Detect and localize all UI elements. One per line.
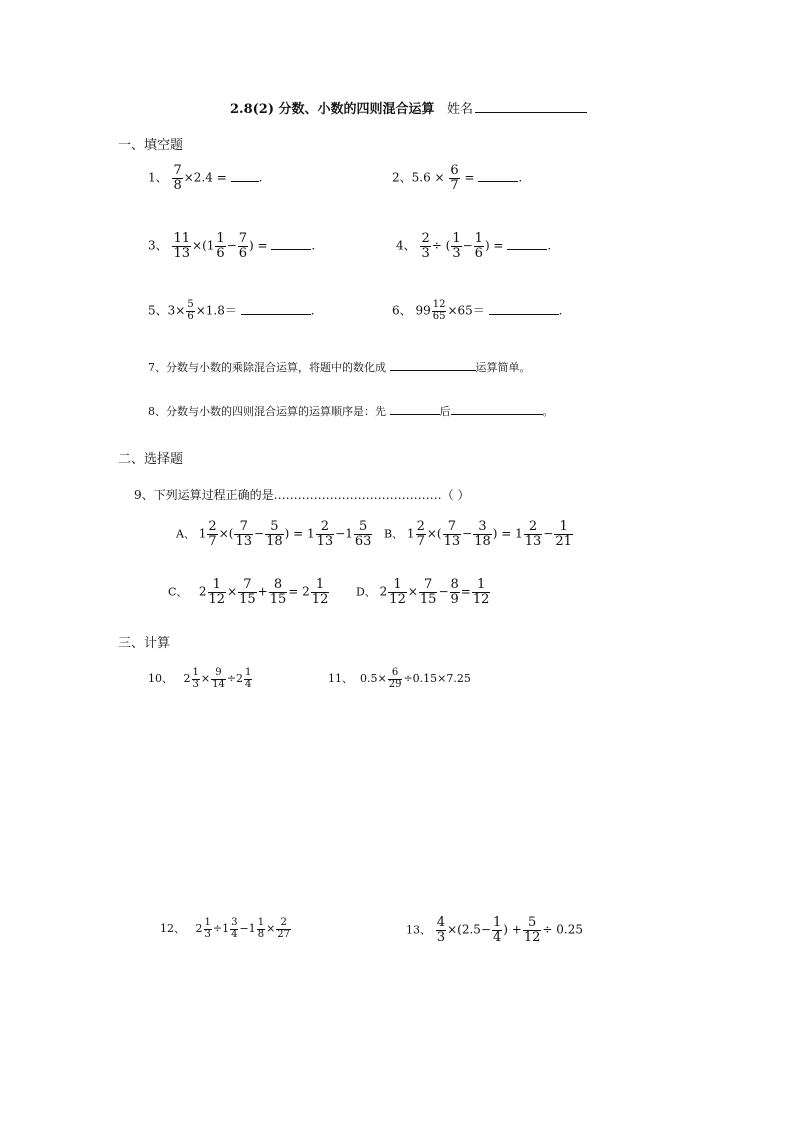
section-calc-heading: 三、计算: [118, 636, 171, 651]
fraction: $\frac{1}{12}$: [389, 577, 406, 607]
fraction: $\frac{8}{9}$: [450, 577, 459, 607]
option-d: D、 2 $\frac{1}{12}$ × $\frac{7}{15}$ − $\frac{8}{9}$ = $\frac{1}{12}$: [356, 577, 490, 607]
fraction: $\frac{7}{6}$: [238, 231, 248, 261]
option-c: C、 2 $\frac{1}{12}$ × $\frac{7}{15}$ + $\frac{8}{15}$ = 2 $\frac{1}{12}$: [168, 577, 329, 607]
fraction: $\frac{1}{12}$: [208, 577, 226, 607]
answer-blank: [231, 180, 259, 182]
fraction: $\frac{1}{3}$: [204, 917, 211, 940]
option-a: A、 1 $\frac{2}{7}$ ×( $\frac{7}{13}$ − $\frac{5}{18}$ ) = 1 $\frac{2}{13}$ −1 $\frac{5}{63}$: [176, 519, 372, 549]
fraction: $\frac{2}{7}$: [416, 519, 425, 549]
fraction: $\frac{3}{18}$: [474, 519, 491, 549]
question-13: 13、 $\frac{4}{3}$ ×(2.5− $\frac{1}{4}$ ) + $\frac{5}{12}$ ÷ 0.25: [406, 915, 583, 945]
question-8: 8、分数与小数的四则混合运算的运算顺序是：先 后 。: [148, 405, 554, 418]
fraction: $\frac{5}{6}$: [187, 299, 194, 322]
option-b: B、 1 $\frac{2}{7}$ ×( $\frac{7}{13}$ − $\frac{3}{18}$ ) = 1 $\frac{2}{13}$ − $\frac{1}{21}$: [384, 519, 572, 549]
fraction: $\frac{1}{4}$: [492, 915, 502, 945]
fraction: $\frac{2}{27}$: [277, 917, 291, 940]
question-12: 12、 2 $\frac{1}{3}$ ÷1 $\frac{3}{4}$ −1 $\frac{1}{8}$ × $\frac{2}{27}$: [160, 917, 291, 940]
fraction: $\frac{1}{6}$: [216, 231, 225, 261]
question-9: 9、下列运算过程正确的是……………………………………（ ）: [134, 488, 470, 502]
fraction: $\frac{1}{6}$: [474, 231, 483, 261]
fraction: $\frac{5}{18}$: [266, 519, 283, 549]
answer-blank: [478, 180, 518, 182]
fraction: $\frac{4}{3}$: [436, 915, 446, 945]
fraction: $\frac{6}{29}$: [388, 667, 402, 690]
question-3: 3、 $\frac{11}{13}$ ×(1 $\frac{1}{6}$ − $\frac{7}{6}$ ) = .: [148, 231, 316, 261]
name-label: 姓名: [447, 102, 474, 117]
fraction: $\frac{7}{13}$: [235, 519, 252, 549]
answer-blank: [271, 248, 311, 250]
fraction: $\frac{1}{12}$: [472, 577, 490, 607]
fraction: $\frac{8}{15}$: [269, 577, 287, 607]
fraction: $\frac{5}{63}$: [354, 519, 372, 549]
fraction: $\frac{7}{15}$: [239, 577, 256, 607]
fraction: $\frac{1}{8}$: [257, 917, 265, 940]
fraction: $\frac{3}{4}$: [231, 917, 238, 940]
fraction: $\frac{1}{21}$: [555, 519, 572, 549]
question-1: 1、 $\frac{7}{8}$ ×2.4 = .: [148, 163, 263, 193]
answer-blank: [489, 313, 559, 315]
title-text: 2.8(2) 分数、小数的四则混合运算: [230, 102, 435, 117]
fraction: $\frac{1}{3}$: [452, 231, 461, 261]
fraction: $\frac{7}{15}$: [419, 577, 437, 607]
fraction: $\frac{7}{8}$: [173, 163, 182, 193]
question-6: 6、 99 $\frac{12}{65}$ ×65＝ .: [392, 299, 563, 322]
fraction: $\frac{12}{65}$: [432, 299, 446, 322]
question-4: 4、 $\frac{2}{3}$ ÷ ( $\frac{1}{3}$ − $\frac{1}{6}$ ) = .: [396, 231, 552, 261]
question-2: 2、5.6 × $\frac{6}{7}$ = .: [392, 163, 523, 193]
page-title: [230, 98, 587, 117]
fraction: $\frac{2}{13}$: [316, 519, 334, 549]
fraction: $\frac{1}{3}$: [192, 667, 199, 690]
section-fill-heading: 一、填空题: [118, 138, 184, 153]
answer-blank: [390, 369, 476, 371]
fraction: $\frac{6}{7}$: [450, 163, 459, 193]
name-blank: [475, 112, 587, 113]
fraction: $\frac{1}{4}$: [245, 667, 252, 690]
fraction: $\frac{2}{13}$: [524, 519, 542, 549]
section-choice-heading: 二、选择题: [118, 452, 184, 467]
fraction: $\frac{1}{12}$: [311, 577, 329, 607]
fraction: $\frac{5}{12}$: [523, 915, 541, 945]
question-5: 5、3× $\frac{5}{6}$ ×1.8＝ .: [148, 299, 315, 322]
answer-blank: [451, 413, 543, 415]
fraction: $\frac{2}{3}$: [421, 231, 430, 261]
fraction: $\frac{9}{14}$: [212, 667, 225, 690]
fraction: $\frac{11}{13}$: [173, 231, 191, 261]
fraction: $\frac{2}{7}$: [208, 519, 217, 549]
question-10: 10、 2 $\frac{1}{3}$ × $\frac{9}{14}$ ÷2 $\frac{1}{4}$: [148, 667, 252, 690]
question-7: 7、分数与小数的乘除混合运算，将题中的数化成 运算简单。: [148, 361, 531, 374]
answer-blank: [241, 313, 311, 315]
fraction: $\frac{7}{13}$: [443, 519, 461, 549]
answer-blank: [507, 248, 547, 250]
answer-blank: [390, 413, 440, 415]
question-11: 11、 0.5× $\frac{6}{29}$ ÷0.15×7.25: [328, 667, 471, 690]
